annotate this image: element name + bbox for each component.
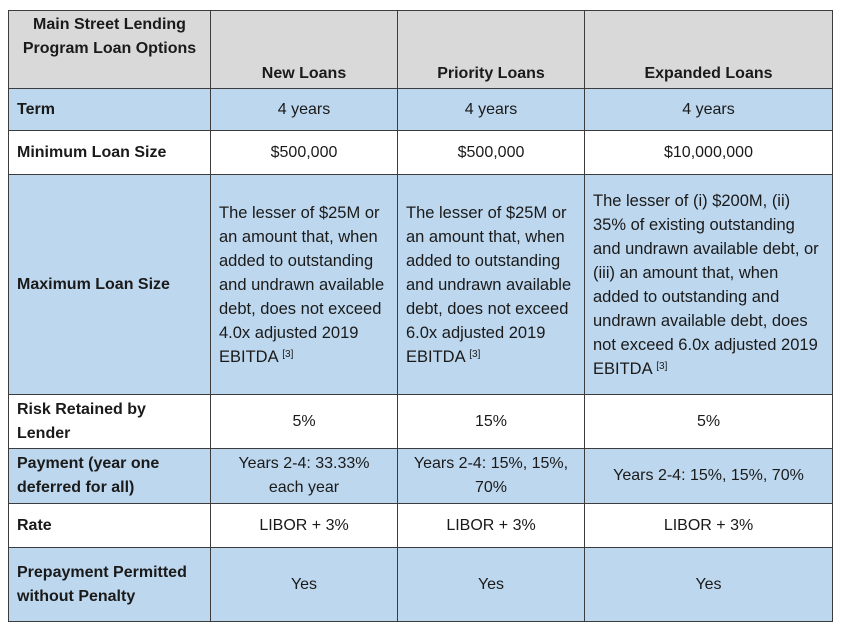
cell-expanded bbox=[585, 175, 833, 395]
header-program-options: Main Street Lending Program Loan Options bbox=[9, 11, 211, 89]
row-label: Risk Retained by Lender bbox=[9, 395, 211, 449]
cell-expanded: $10,000,000 bbox=[585, 131, 833, 175]
footnote-ref: [3] bbox=[469, 348, 481, 360]
cell-new: 4 years bbox=[211, 89, 398, 131]
row-term bbox=[9, 89, 833, 131]
cell-expanded: Years 2-4: 15%, 15%, 70% bbox=[585, 449, 833, 504]
cell-text: The lesser of (i) $200M, (ii) 35% of existing outstanding and undrawn available debt, or (iii) an amount that, when added to outstanding and undrawn available debt, does not exceed 6.0x adjusted 2019 EBITDA bbox=[593, 191, 819, 378]
row-label: Prepayment Permitted without Penalty bbox=[9, 548, 211, 622]
cell-priority: LIBOR + 3% bbox=[398, 504, 585, 548]
row-label: Maximum Loan Size bbox=[9, 175, 211, 395]
cell-expanded: 5% bbox=[585, 395, 833, 449]
cell-priority bbox=[398, 175, 585, 395]
footnote-ref: [3] bbox=[282, 348, 294, 360]
header-expanded-loans: Expanded Loans bbox=[585, 11, 833, 89]
cell-expanded: LIBOR + 3% bbox=[585, 504, 833, 548]
footnote-ref: [3] bbox=[656, 360, 668, 372]
row-minimum-loan-size bbox=[9, 131, 833, 175]
row-prepayment bbox=[9, 548, 833, 622]
cell-new bbox=[211, 175, 398, 395]
cell-priority: $500,000 bbox=[398, 131, 585, 175]
row-label: Rate bbox=[9, 504, 211, 548]
cell-priority: Years 2-4: 15%, 15%, 70% bbox=[398, 449, 585, 504]
cell-expanded: 4 years bbox=[585, 89, 833, 131]
row-maximum-loan-size bbox=[9, 175, 833, 395]
cell-new: Years 2-4: 33.33% each year bbox=[211, 449, 398, 504]
row-payment bbox=[9, 449, 833, 504]
header-priority-loans: Priority Loans bbox=[398, 11, 585, 89]
row-rate bbox=[9, 504, 833, 548]
cell-expanded: Yes bbox=[585, 548, 833, 622]
row-label: Term bbox=[9, 89, 211, 131]
row-label: Minimum Loan Size bbox=[9, 131, 211, 175]
cell-new: Yes bbox=[211, 548, 398, 622]
cell-new: $500,000 bbox=[211, 131, 398, 175]
cell-text: The lesser of $25M or an amount that, when added to outstanding and undrawn available debt, does not exceed 6.0x adjusted 2019 EBITDA bbox=[406, 203, 572, 366]
row-label: Payment (year one deferred for all) bbox=[9, 449, 211, 504]
cell-new: 5% bbox=[211, 395, 398, 449]
cell-text: The lesser of $25M or an amount that, when added to outstanding and undrawn available debt, does not exceed 4.0x adjusted 2019 EBITDA bbox=[219, 203, 385, 366]
cell-priority: 4 years bbox=[398, 89, 585, 131]
loan-options-table bbox=[8, 10, 833, 622]
cell-new: LIBOR + 3% bbox=[211, 504, 398, 548]
cell-priority: 15% bbox=[398, 395, 585, 449]
row-risk-retained bbox=[9, 395, 833, 449]
header-new-loans: New Loans bbox=[211, 11, 398, 89]
header-row bbox=[9, 11, 833, 89]
cell-priority: Yes bbox=[398, 548, 585, 622]
